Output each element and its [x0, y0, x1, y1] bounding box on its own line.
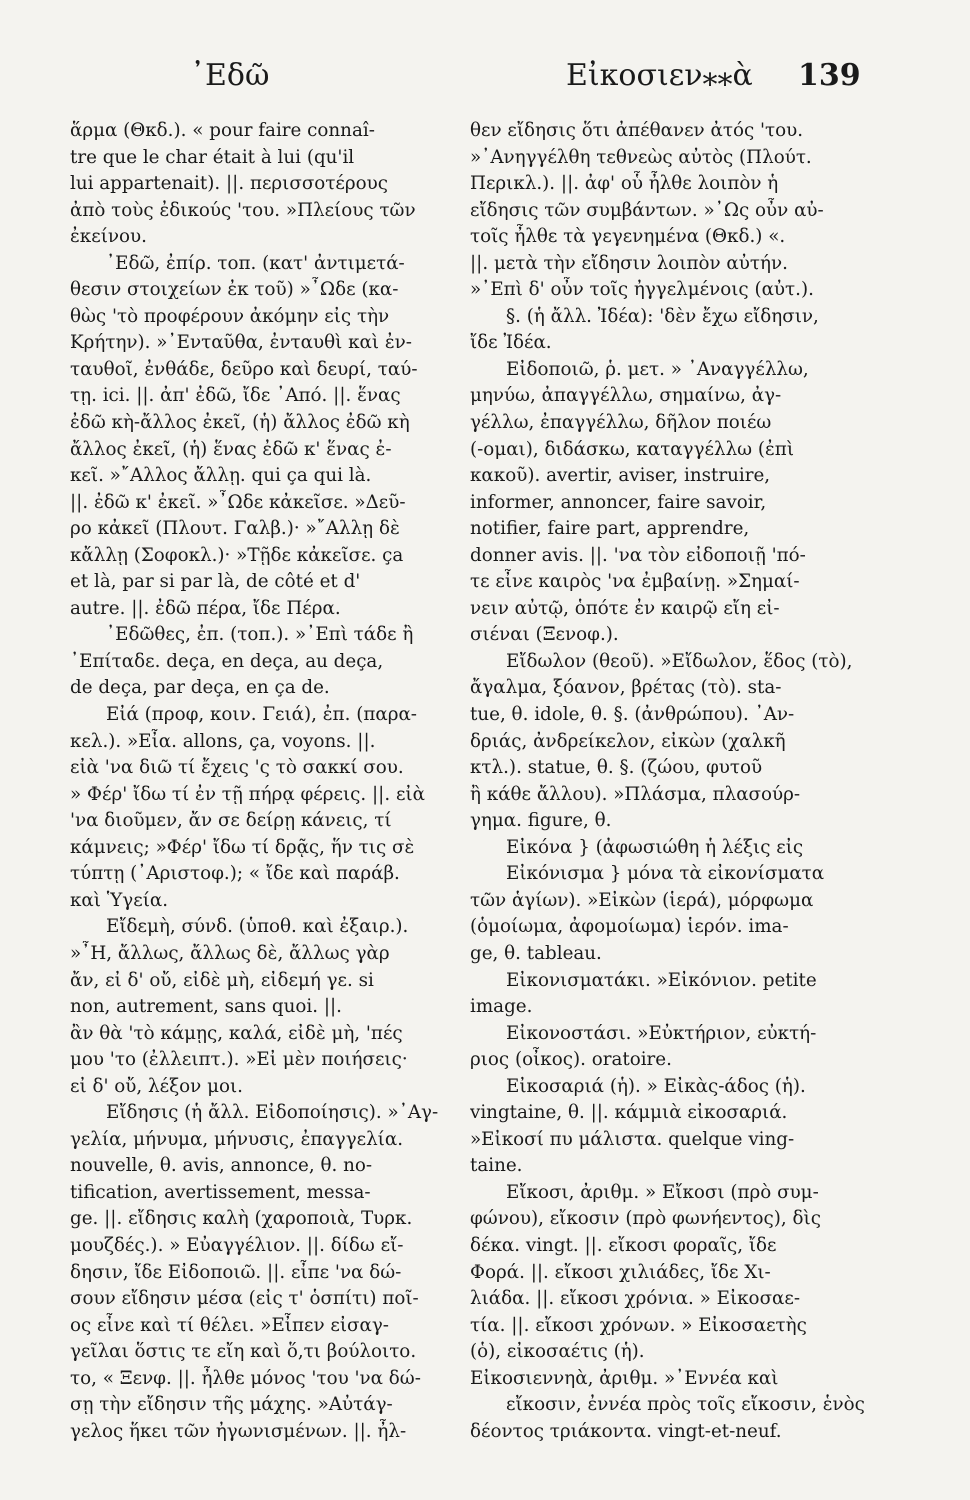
text-line: ἄλλος ἐκεῖ, (ἡ) ἕνας ἐδῶ κ' ἕνας ἐ-	[70, 438, 392, 460]
text-line: κελ.). »Εἶα. allons, ça, voyons. ||.	[70, 730, 376, 752]
text-line: ||. μετὰ τὴν εἴδησιν λοιπὸν αὐτήν.	[470, 252, 788, 274]
text-line: καὶ Ὑγεία.	[70, 889, 169, 911]
text-line: §. (ἡ ἄλλ. Ἰδέα): 'δὲν ἔχω εἴδησιν,	[506, 305, 819, 327]
text-line: γελος ἥκει τῶν ἠγωνισμένων. ||. ἦλ-	[70, 1420, 407, 1442]
text-line: Εἴκοσι, ἀριθμ. » Εἴκοσι (πρὸ συμ-	[506, 1181, 819, 1203]
right-column	[470, 118, 870, 1445]
text-line: ἄγαλμα, ξόανον, βρέτας (τὸ). sta-	[470, 677, 782, 699]
text-line: γέλλω, ἐπαγγέλλω, δῆλον ποιέω	[470, 412, 772, 434]
text-line: tue, θ. idole, θ. §. (ἀνθρώπου). ᾿Αν-	[470, 704, 795, 726]
text-line: ἢ κάθε ἄλλου). »Πλάσμα, πλασούρ-	[470, 783, 801, 805]
text-line: ||. ἐδῶ κ' ἐκεῖ. »῏Ωδε κἀκεῖσε. »Δεῦ-	[70, 491, 406, 513]
text-line: Εἰκόνα } (ἀφωσιώθη ἡ λέξις εἰς	[506, 836, 804, 858]
text-line: de deça, par deça, en ça de.	[70, 677, 330, 699]
text-line: δέοντος τριάκοντα. vingt-et-neuf.	[470, 1420, 782, 1442]
text-line: Εἰκονοστάσι. »Εὐκτήριον, εὐκτή-	[506, 1022, 817, 1044]
text-line: ἀπὸ τοὺς ἐδικούς 'του. »Πλείους τῶν	[70, 199, 416, 221]
text-line: τία. ||. εἴκοσι χρόνων. » Εἰκοσαετὴς	[470, 1314, 807, 1336]
text-line: νειν αὐτῷ, ὁπότε ἐν καιρῷ εἴη εἰ-	[470, 597, 780, 619]
text-line: Εἰκοσαριά (ἡ). » Εἰκὰς-άδος (ἡ).	[506, 1075, 806, 1097]
text-line: Εἴδησις (ἡ ἄλλ. Εἰδοποίησις). »᾿Αγ-	[106, 1102, 439, 1124]
text-line: ταυθοῖ, ἐνθάδε, δεῦρο καὶ δευρί, ταύ-	[70, 358, 418, 380]
text-line: donner avis. ||. 'να τὸν εἰδοποιῇ 'πό-	[470, 544, 806, 566]
text-line: informer, annoncer, faire savoir,	[470, 491, 767, 513]
text-line: ἐκείνου.	[70, 226, 147, 248]
text-line: τῶν ἁγίων). »Εἰκὼν (ἱερά), μόρφωμα	[470, 889, 814, 911]
text-line: tification, avertissement, messa-	[70, 1181, 371, 1203]
left-column	[70, 118, 470, 1445]
text-line: ge, θ. tableau.	[470, 942, 602, 964]
text-line: κτλ.). statue, θ. §. (ζώου, φυτοῦ	[470, 757, 763, 779]
text-line: nouvelle, θ. avis, annonce, θ. no-	[70, 1155, 373, 1177]
text-line: »᾿Ανηγγέλθη τεθνεὼς αὐτὸς (Πλούτ.	[470, 146, 812, 168]
text-line: σιέναι (Ξενοφ.).	[470, 624, 619, 646]
text-line: ἄν, εἰ δ' οὔ, εἰδὲ μὴ, εἰδεμή γε. si	[70, 969, 374, 991]
text-line: μου 'το (ἐλλειπτ.). »Εἰ μὲν ποιήσεις·	[70, 1049, 408, 1071]
text-line: τύπτῃ (᾿Αριστοφ.); « ἴδε καὶ παράβ.	[70, 863, 400, 885]
text-line: » Φέρ' ἴδω τί ἐν τῇ πήρᾳ φέρεις. ||. εἰὰ	[70, 783, 425, 805]
text-line: Εἰά (προφ, κοιν. Γειά), ἐπ. (παρα-	[106, 704, 417, 726]
text-line: γελία, μήνυμα, μήνυσις, ἐπαγγελία.	[70, 1128, 403, 1150]
text-line: tre que le char était à lui (qu'il	[70, 146, 355, 168]
text-line: ἂν θὰ 'τὸ κάμῃς, καλά, εἰδὲ μὴ, 'πές	[70, 1022, 403, 1044]
text-line: δριάς, ἀνδρείκελον, εἰκὼν (χαλκῆ	[470, 730, 786, 752]
text-line: vingtaine, θ. ||. κάμμιὰ εἰκοσαριά.	[470, 1102, 788, 1124]
text-line: δέκα. vingt. ||. εἴκοσι φοραῖς, ἴδε	[470, 1234, 777, 1256]
text-line: σῃ τὴν εἴδησιν τῆς μάχης. »Αὐτάγ-	[70, 1394, 393, 1416]
text-line: lui appartenait). ||. περισσοτέρους	[70, 173, 389, 195]
text-line: et là, par si par là, de côté et d'	[70, 571, 361, 593]
text-line: μουζδές.). » Εὐαγγέλιον. ||. δίδω εἴ-	[70, 1234, 404, 1256]
page-header	[0, 58, 970, 108]
running-head-center: Εἰκοσιεν⁎⁎ὰ	[566, 58, 753, 93]
text-line: θὼς 'τὸ προφέρουν ἀκόμην εἰς τὴν	[70, 305, 390, 327]
text-line: Εἴδωλον (θεοῦ). »Εἴδωλον, ἕδος (τὸ),	[506, 650, 853, 672]
text-line: Εἰδοποιῶ, ῥ. μετ. » ᾿Αναγγέλλω,	[506, 358, 809, 380]
text-line: θεν εἴδησις ὅτι ἀπέθανεν ἀτός 'του.	[470, 120, 804, 141]
text-line: Φορά. ||. εἴκοσι χιλιάδες, ἴδε Χι-	[470, 1261, 771, 1283]
text-line: κεῖ. »῎Αλλος ἄλλῃ. qui ça qui là.	[70, 465, 372, 487]
text-line: μηνύω, ἀπαγγέλλω, σημαίνω, ἀγ-	[470, 385, 782, 407]
text-line: γεῖλαι ὅστις τε εἴη καὶ ὅ,τι βούλοιτο.	[70, 1341, 417, 1363]
text-line: ἅρμα (Θκδ.). « pour faire connaî-	[70, 120, 375, 141]
text-line: κακοῦ). avertir, aviser, instruire,	[470, 465, 771, 487]
text-line: θεσιν στοιχείων ἐκ τοῦ) »῏Ωδε (κα-	[70, 279, 399, 301]
text-line: τοῖς ἦλθε τὰ γεγενημένα (Θκδ.) «.	[470, 226, 786, 248]
text-line: δησιν, ἴδε Εἰδοποιῶ. ||. εἶπε 'να δώ-	[70, 1261, 402, 1283]
text-line: εἴκοσιν, ἐννέα πρὸς τοῖς εἴκοσιν, ἑνὸς	[506, 1394, 865, 1416]
text-line: τε εἶνε καιρὸς 'να ἐμβαίνῃ. »Σημαί-	[470, 571, 800, 593]
text-line: ριος (οἶκος). oratoire.	[470, 1049, 672, 1071]
running-head-left: ᾿Εδῶ	[190, 58, 270, 93]
text-line: ος εἶνε καὶ τί θέλει. »Εἶπεν εἰσαγ-	[70, 1314, 389, 1336]
text-line: 'να διοῦμεν, ἄν σε δείρῃ κάνεις, τί	[70, 810, 392, 832]
text-line: εἰ δ' οὔ, λέξον μοι.	[70, 1075, 243, 1097]
text-line: »῏Η, ἄλλως, ἄλλως δὲ, ἄλλως γὰρ	[70, 942, 390, 964]
text-line: κἄλλῃ (Σοφοκλ.)· »Τῇδε κἀκεῖσε. ça	[70, 544, 404, 566]
page-number: 139	[798, 58, 861, 93]
text-line: ge. ||. εἴδησις καλὴ (χαροποιὰ, Τυρκ.	[70, 1208, 413, 1230]
text-line: Κρήτην). »᾿Ενταῦθα, ἐνταυθὶ καὶ ἐν-	[70, 332, 412, 354]
text-line: ἴδε Ἰδέα.	[470, 332, 552, 354]
text-line: ᾿Επίταδε. deça, en deça, au deça,	[70, 650, 384, 672]
text-line: ρο κἀκεῖ (Πλουτ. Γαλβ.)· »῎Αλλῃ δὲ	[70, 518, 400, 540]
text-line: ᾿Εδῶ, ἐπίρ. τοπ. (κατ' ἀντιμετά-	[106, 252, 405, 274]
text-line: taine.	[470, 1155, 523, 1177]
text-line: autre. ||. ἐδῶ πέρα, ἴδε Πέρα.	[70, 597, 341, 619]
text-line: »Εἰκοσί πυ μάλιστα. quelque ving-	[470, 1128, 795, 1150]
text-line: κάμνεις; »Φέρ' ἴδω τί δρᾷς, ἥν τις σὲ	[70, 836, 415, 858]
text-line: notifier, faire part, apprendre,	[470, 518, 750, 540]
text-line: (ὁμοίωμα, ἀφομοίωμα) ἱερόν. ima-	[470, 916, 789, 938]
text-line: τo, « Ξενφ. ||. ἦλθε μόνος 'του 'να δώ-	[70, 1367, 421, 1389]
text-line: εἴδησις τῶν συμβάντων. »᾿Ως οὖν αὐ-	[470, 199, 824, 221]
text-line: (ὁ), εἰκοσαέτις (ἡ).	[470, 1341, 645, 1363]
text-line: Εἰκονισματάκι. »Εἰκόνιον. petite	[506, 969, 817, 991]
text-line: τῃ. ici. ||. ἀπ' ἐδῶ, ἴδε ᾿Από. ||. ἕνας	[70, 385, 401, 407]
text-line: λιάδα. ||. εἴκοσι χρόνια. » Εἰκοσαε-	[470, 1288, 801, 1310]
text-line: non, autrement, sans quoi. ||.	[70, 996, 342, 1018]
text-line: φώνου), εἴκοσιν (πρὸ φωνήεντος), δὶς	[470, 1208, 821, 1230]
text-line: Εἰκόνισμα } μόνα τὰ εἰκονίσματα	[506, 863, 825, 885]
text-line: σουν εἴδησιν μέσα (εἰς τ' ὁσπίτι) ποῖ-	[70, 1288, 419, 1310]
text-line: γημα. figure, θ.	[470, 810, 612, 832]
text-line: »᾿Επὶ δ' οὖν τοῖς ἠγγελμένοις (αὐτ.).	[470, 279, 814, 301]
text-line: Εἰκοσιεννηὰ, ἀριθμ. »᾿Εννέα καὶ	[470, 1367, 779, 1389]
text-line: image.	[470, 996, 533, 1018]
text-line: εἰὰ 'να διῶ τί ἔχεις 'ς τὸ σακκί σου.	[70, 757, 404, 779]
text-line: (-ομαι), διδάσκω, καταγγέλλω (ἐπὶ	[470, 438, 794, 460]
text-line: Εἴδεμὴ, σύνδ. (ὑποθ. καὶ ἐξαιρ.).	[106, 916, 409, 938]
text-line: ἐδῶ κὴ-ἄλλος ἐκεῖ, (ἡ) ἄλλος ἐδῶ κὴ	[70, 412, 410, 434]
text-line: ᾿Εδῶθες, ἐπ. (τοπ.). »᾿Επὶ τάδε ἢ	[106, 624, 414, 646]
text-line: Περικλ.). ||. ἀφ' οὗ ἦλθε λοιπὸν ἡ	[470, 173, 779, 195]
